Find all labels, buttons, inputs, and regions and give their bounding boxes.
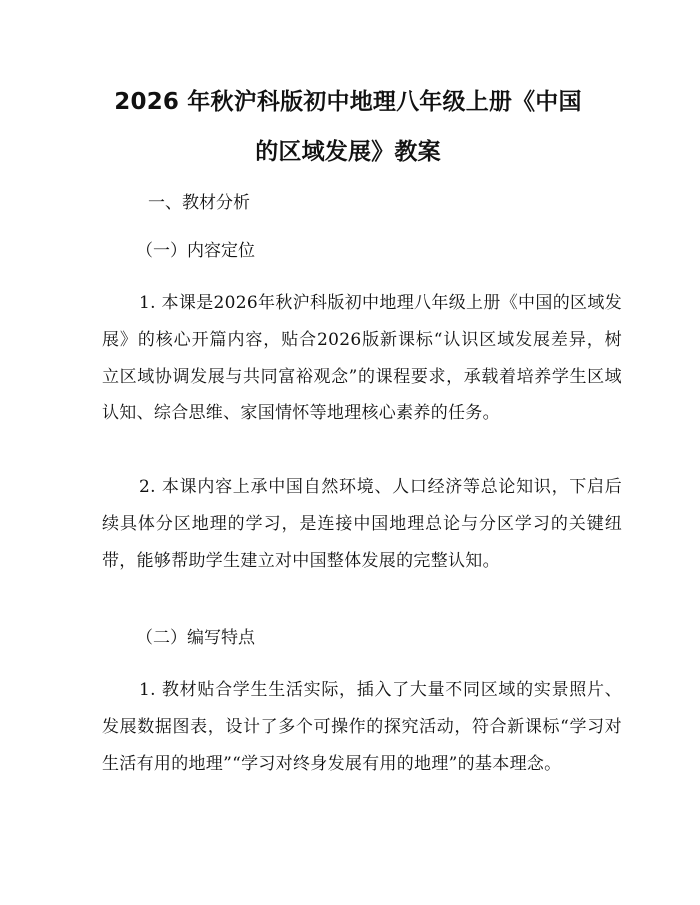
paragraph-2: 2. 本课内容上承中国自然环境、人口经济等总论知识，下启后续具体分区地理的学习，是连接中国地理总论与分区学习的关键纽带，能够帮助学生建立对中国整体发展的完整认知。 — [102, 477, 622, 571]
document-title-line-1: 2026 年秋沪科版初中地理八年级上册《中国 — [114, 89, 582, 115]
subsection-heading-writing-features: （二）编写特点 — [136, 628, 255, 648]
paragraph-3: 1. 教材贴合学生生活实际，插入了大量不同区域的实景照片、发展数据图表，设计了多个可操作的探究活动，符合新课标“学习对生活有用的地理”“学习对终身发展有用的地理”的基本理念。 — [102, 680, 622, 774]
subsection-heading-content-positioning: （一）内容定位 — [136, 241, 255, 261]
paragraph-1: 1. 本课是2026年秋沪科版初中地理八年级上册《中国的区域发展》的核心开篇内容，贴合2026版新课标“认识区域发展差异，树立区域协调发展与共同富裕观念”的课程要求，承载着培养学生区域认知、综合思维、家国情怀等地理核心素养的任务。 — [102, 293, 622, 424]
document-title-line-2: 的区域发展》教案 — [255, 139, 441, 165]
section-heading-textbook-analysis: 一、教材分析 — [148, 193, 250, 213]
